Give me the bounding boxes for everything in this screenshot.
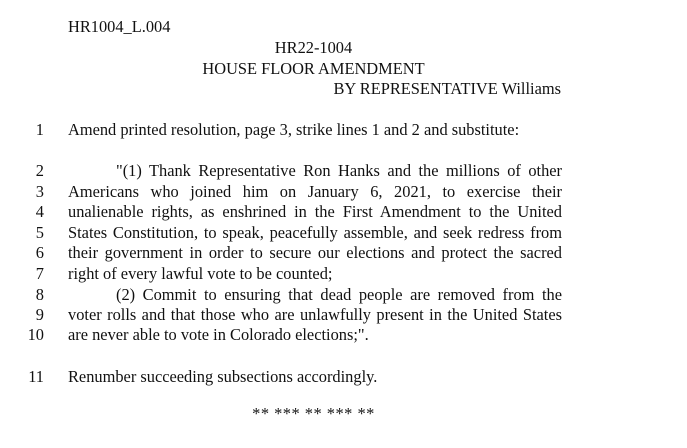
line-text: States Constitution, to speak, peacefully assemble, and seek redress from [68,223,562,242]
line-text: Americans who joined him on January 6, 2021, to exercise their [68,182,562,201]
line-number: 6 [35,243,44,262]
end-marker: ** *** ** *** ** [252,404,375,423]
line-text: their government in order to secure our elections and protect the sacred [68,243,562,262]
document-id: HR1004_L.004 [68,17,171,36]
sponsor-line: BY REPRESENTATIVE Williams [333,79,561,98]
line-number: 7 [35,264,44,283]
amendment-title: HOUSE FLOOR AMENDMENT [202,59,425,78]
line-text: are never able to vote in Colorado elections;". [68,325,369,344]
line-text: (2) Commit to ensuring that dead people are removed from the [116,285,562,304]
line-number: 5 [35,223,44,242]
line-number: 9 [35,305,44,324]
line-number: 3 [35,182,44,201]
line-text: unalienable rights, as enshrined in the First Amendment to the United [68,202,562,221]
line-text: voter rolls and that those who are unlawfully present in the United States [68,305,562,324]
line-number: 4 [35,202,44,221]
line-text: Renumber succeeding subsections accordingly. [68,367,378,386]
line-number: 10 [27,325,44,344]
line-text: Amend printed resolution, page 3, strike lines 1 and 2 and substitute: [68,120,520,139]
bill-number: HR22-1004 [274,38,353,57]
line-text: right of every lawful vote to be counted; [68,264,333,283]
line-number: 2 [35,161,44,180]
line-text: "(1) Thank Representative Ron Hanks and the millions of other [116,161,562,180]
line-number: 8 [35,285,44,304]
line-number: 1 [35,120,44,139]
line-number: 11 [28,367,44,386]
